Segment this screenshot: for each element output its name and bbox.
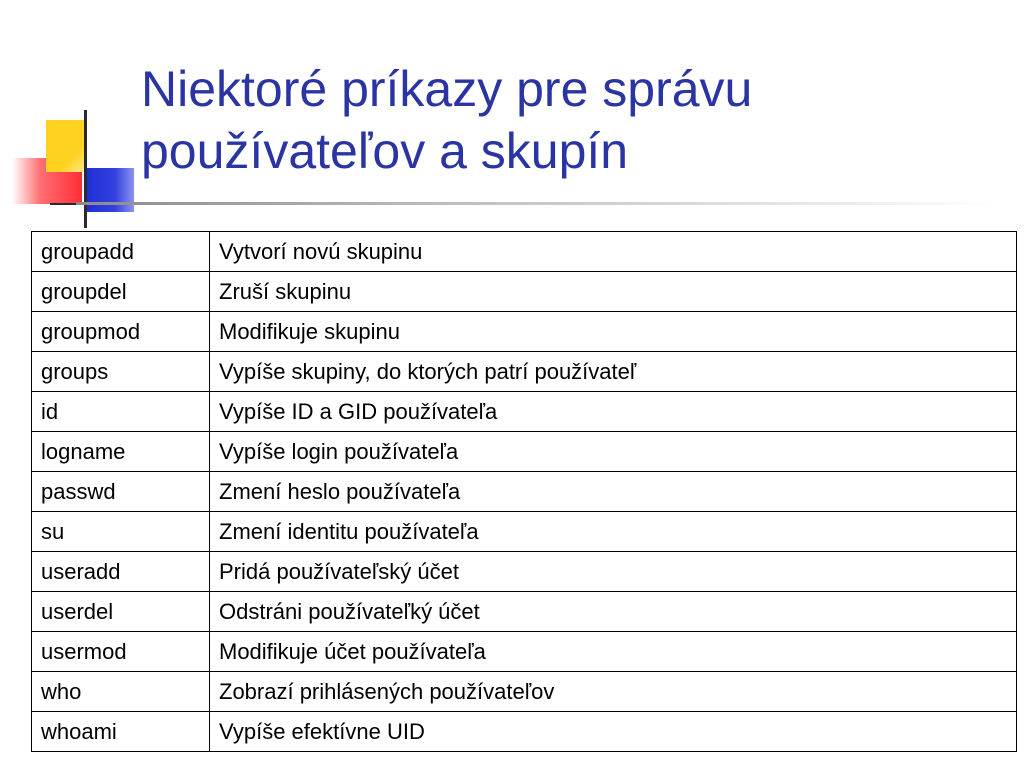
description-cell: Vypíše efektívne UID <box>210 712 1017 752</box>
table-row <box>32 592 1017 632</box>
title-underline <box>76 202 996 205</box>
slide-title-line-2: používateľov a skupín <box>141 123 629 179</box>
command-cell: groupadd <box>32 232 210 272</box>
command-cell: userdel <box>32 592 210 632</box>
description-cell: Zruší skupinu <box>210 272 1017 312</box>
decorative-blue-block <box>86 168 134 212</box>
table-row <box>32 632 1017 672</box>
table-row <box>32 352 1017 392</box>
command-cell: who <box>32 672 210 712</box>
command-cell: whoami <box>32 712 210 752</box>
command-cell: su <box>32 512 210 552</box>
description-cell: Modifikuje účet používateľa <box>210 632 1017 672</box>
command-cell: groups <box>32 352 210 392</box>
table-row <box>32 712 1017 752</box>
command-cell: logname <box>32 432 210 472</box>
description-cell: Vypíše skupiny, do ktorých patrí používateľ <box>210 352 1017 392</box>
command-cell: usermod <box>32 632 210 672</box>
table-row <box>32 312 1017 352</box>
slide-title <box>141 58 1001 182</box>
commands-table <box>31 231 1017 752</box>
description-cell: Zmení identitu používateľa <box>210 512 1017 552</box>
table-row <box>32 232 1017 272</box>
table-row <box>32 392 1017 432</box>
description-cell: Zobrazí prihlásených používateľov <box>210 672 1017 712</box>
slide-title-line-1: Niektoré príkazy pre správu <box>141 61 753 117</box>
command-cell: id <box>32 392 210 432</box>
decorative-yellow-block <box>46 120 84 172</box>
description-cell: Odstráni používateľký účet <box>210 592 1017 632</box>
description-cell: Modifikuje skupinu <box>210 312 1017 352</box>
description-cell: Vypíše ID a GID používateľa <box>210 392 1017 432</box>
table-row <box>32 512 1017 552</box>
table-row <box>32 432 1017 472</box>
command-cell: groupmod <box>32 312 210 352</box>
description-cell: Pridá používateľský účet <box>210 552 1017 592</box>
command-cell: groupdel <box>32 272 210 312</box>
description-cell: Zmení heslo používateľa <box>210 472 1017 512</box>
decorative-vertical-line <box>84 110 87 228</box>
table-row <box>32 472 1017 512</box>
command-cell: useradd <box>32 552 210 592</box>
command-cell: passwd <box>32 472 210 512</box>
description-cell: Vytvorí novú skupinu <box>210 232 1017 272</box>
table-row <box>32 672 1017 712</box>
description-cell: Vypíše login používateľa <box>210 432 1017 472</box>
table-row <box>32 272 1017 312</box>
table-row <box>32 552 1017 592</box>
